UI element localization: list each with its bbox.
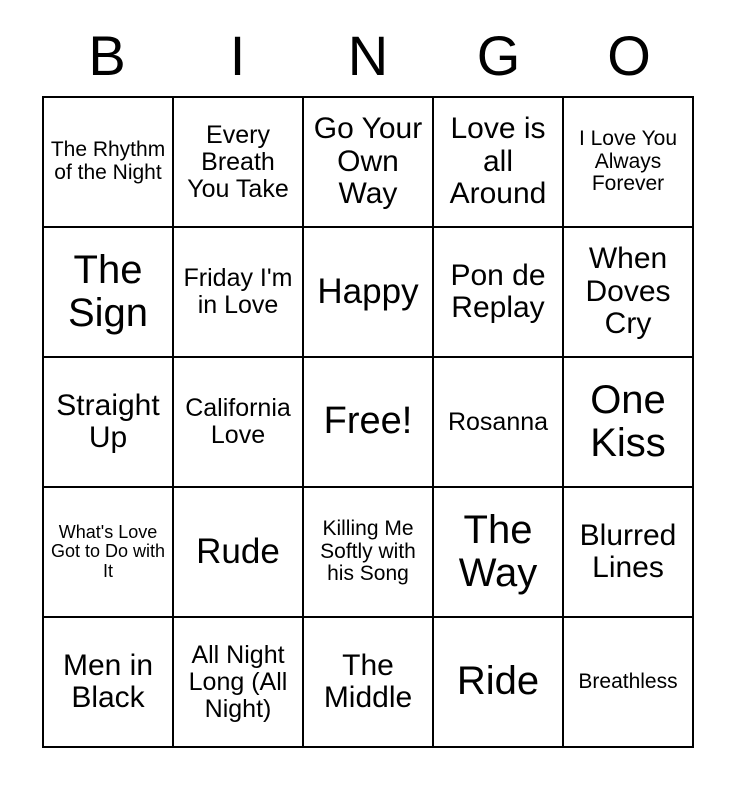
bingo-cell-label: Every Breath You Take — [187, 120, 289, 203]
bingo-row — [44, 228, 694, 358]
bingo-cell-label: The Way — [458, 507, 538, 595]
bingo-cell-label: Love is all Around — [449, 112, 547, 211]
bingo-cell[interactable] — [174, 618, 304, 748]
bingo-cell-label: What's Love Got to Do with It — [50, 521, 166, 581]
bingo-cell[interactable] — [434, 98, 564, 228]
bingo-cell-label: All Night Long (All Night) — [188, 640, 288, 723]
bingo-cell[interactable] — [434, 488, 564, 618]
bingo-cell[interactable] — [434, 618, 564, 748]
bingo-cell-label: One Kiss — [590, 377, 666, 465]
bingo-cell-free[interactable] — [304, 358, 434, 488]
header-letter-o: O — [607, 24, 651, 87]
bingo-cell[interactable] — [304, 488, 434, 618]
bingo-cell[interactable] — [434, 358, 564, 488]
bingo-cell[interactable] — [44, 488, 174, 618]
bingo-grid — [42, 96, 694, 748]
bingo-cell-label: Straight Up — [56, 388, 160, 454]
bingo-cell[interactable] — [44, 228, 174, 358]
bingo-cell-label: Rude — [196, 532, 280, 572]
bingo-cell[interactable] — [564, 228, 694, 358]
bingo-cell-label: When Doves Cry — [585, 242, 671, 341]
bingo-cell-label: Killing Me Softly with his Song — [320, 516, 416, 586]
bingo-row — [44, 358, 694, 488]
bingo-cell-label: Blurred Lines — [579, 518, 677, 584]
bingo-row — [44, 488, 694, 618]
bingo-cell[interactable] — [434, 228, 564, 358]
header-letter-b: B — [88, 24, 126, 87]
bingo-row — [44, 98, 694, 228]
bingo-cell[interactable] — [564, 358, 694, 488]
bingo-cell-label: Pon de Replay — [450, 258, 546, 324]
bingo-cell[interactable] — [44, 98, 174, 228]
bingo-cell-label: The Middle — [323, 648, 413, 714]
bingo-cell[interactable] — [174, 358, 304, 488]
bingo-cell[interactable] — [174, 488, 304, 618]
bingo-cell-label: Go Your Own Way — [313, 112, 423, 211]
bingo-cell-label: Free! — [323, 400, 413, 443]
bingo-cell[interactable] — [174, 98, 304, 228]
bingo-cell[interactable] — [564, 488, 694, 618]
bingo-cell[interactable] — [304, 228, 434, 358]
bingo-cell-label: Ride — [456, 659, 540, 704]
bingo-cell[interactable] — [564, 98, 694, 228]
bingo-cell-label: The Rhythm of the Night — [50, 138, 166, 184]
bingo-cell-label: Friday I'm in Love — [183, 264, 293, 319]
bingo-cell-label: I Love You Always Forever — [578, 126, 678, 196]
bingo-cell[interactable] — [564, 618, 694, 748]
bingo-cell[interactable] — [304, 98, 434, 228]
bingo-cell-label: Men in Black — [62, 648, 154, 714]
bingo-cell-label: The Sign — [67, 247, 149, 335]
bingo-cell[interactable] — [174, 228, 304, 358]
bingo-cell-label: Breathless — [578, 669, 678, 693]
header-letter-g: G — [476, 24, 521, 87]
header-letter-n: N — [347, 24, 389, 87]
bingo-cell[interactable] — [44, 358, 174, 488]
bingo-cell-label: Rosanna — [447, 407, 549, 436]
bingo-row — [44, 618, 694, 748]
bingo-cell-label: Happy — [317, 272, 419, 312]
bingo-cell[interactable] — [304, 618, 434, 748]
bingo-cell[interactable] — [44, 618, 174, 748]
header-letter-i: I — [229, 24, 246, 87]
bingo-header — [42, 26, 694, 86]
bingo-cell-label: California Love — [185, 394, 291, 449]
